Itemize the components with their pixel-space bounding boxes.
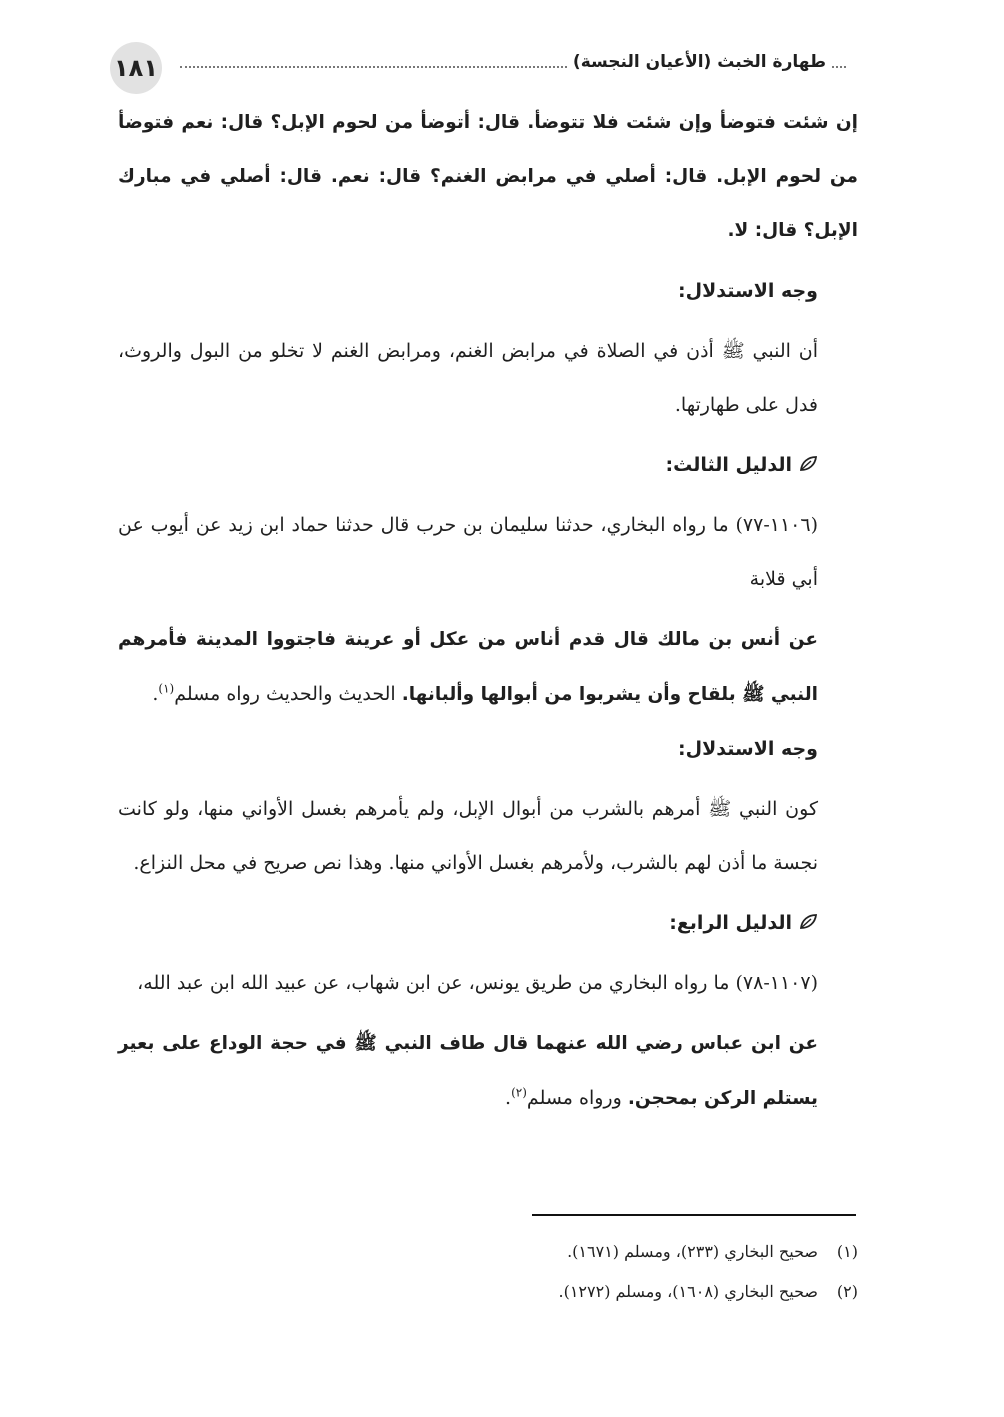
header-dots-left (180, 66, 567, 68)
istidlal-paragraph-2: كون النبي ﷺ أمرهم بالشرب من أبوال الإبل، ولم يأمرهم بغسل الأواني منها، ولو كانت نجسة ما أذن لهم بالشرب، ولأمرهم بغسل الأواني منها. وهذا نص صريح في محل النزاع. (118, 798, 818, 874)
hadith-continuation: إن شئت فتوضأ وإن شئت فلا تتوضأ. قال: أتوضأ من لحوم الإبل؟ قال: نعم فتوضأ من لحوم الإبل. قال: أصلي في مرابض الغنم؟ قال: نعم. قال: أصلي في مبارك الإبل؟ قال: لا. (118, 112, 858, 241)
page-number: ١٨١ (110, 42, 162, 94)
footnotes (158, 1232, 858, 1312)
hadith-paragraph (118, 612, 858, 722)
footnote-text: صحيح البخاري (٢٣٣)، ومسلم (١٦٧١). (567, 1242, 818, 1261)
book-page (114, 40, 858, 1126)
fourth-evidence-heading (118, 896, 858, 950)
running-title: طهارة الخبث (الأعيان النجسة) (572, 52, 826, 72)
hadith-text-2: عن ابن عباس رضي الله عنهما قال طاف النبي ﷺ في حجة الوداع على بعير يستلم الركن بمحجن. (118, 1033, 818, 1109)
sentence-end-2: . (505, 1087, 512, 1109)
third-evidence-label: الدليل الثالث: (665, 454, 792, 476)
hadith-source: الحديث والحديث رواه مسلم (174, 683, 402, 705)
isnad-paragraph: (١١٠٦-٧٧) ما رواه البخاري، حدثنا سليمان بن حرب قال حدثنا حماد ابن زيد عن أيوب عن أبي قلابة (118, 514, 818, 590)
footnote-separator (532, 1214, 856, 1216)
hadith-source-2: ورواه مسلم (526, 1087, 628, 1109)
isnad-paragraph-2: (١١٠٧-٧٨) ما رواه البخاري من طريق يونس، عن ابن شهاب، عن عبيد الله ابن عبد الله، (137, 972, 818, 994)
hadith-paragraph-2 (118, 1016, 858, 1126)
wajh-al-istidlal-heading: وجه الاستدلال: (678, 280, 818, 302)
istidlal-paragraph: أن النبي ﷺ أذن في الصلاة في مرابض الغنم، ومرابض الغنم لا تخلو من البول والروث، فدل على طهارتها. (118, 340, 818, 416)
footnote-ref[interactable]: (١) (158, 681, 175, 696)
wajh-al-istidlal-heading-2: وجه الاستدلال: (678, 738, 818, 760)
main-text (118, 96, 858, 1126)
running-header (180, 52, 846, 72)
footnote-item (158, 1232, 858, 1272)
footnote-item (158, 1272, 858, 1312)
leaf-ornament-icon (798, 913, 818, 931)
sentence-end: . (152, 683, 159, 705)
leaf-ornament-icon (798, 455, 818, 473)
page-header (114, 40, 858, 96)
hadith-text: عن أنس بن مالك قال قدم أناس من عكل أو عرينة فاجتووا المدينة فأمرهم النبي ﷺ بلقاح وأن يشربوا من أبوالها وألبانها. (118, 629, 818, 705)
fourth-evidence-label: الدليل الرابع: (669, 912, 792, 934)
footnote-marker: (٢) (836, 1282, 858, 1301)
footnote-text: صحيح البخاري (١٦٠٨)، ومسلم (١٢٧٢). (558, 1282, 818, 1301)
header-dots-right (832, 66, 846, 68)
footnote-ref-2[interactable]: (٢) (511, 1085, 527, 1100)
third-evidence-heading (118, 438, 858, 492)
footnote-marker: (١) (836, 1242, 858, 1261)
